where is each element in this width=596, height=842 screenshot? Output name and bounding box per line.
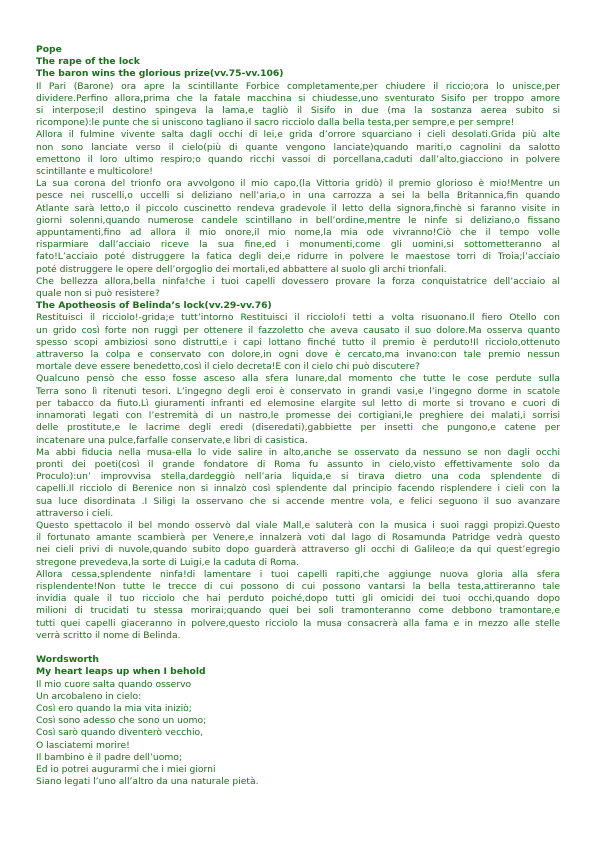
text-line: Qualcuno pensò che esso fosse asceso alla sfera lunare,dal momento che tutte le cose perdute sulla: [36, 373, 560, 385]
text-line: appuntamenti,fino ad allora il mio onore,il mio nome,la mia ode vivranno!Ciò che il tempo volle: [36, 227, 560, 239]
poem-line: Un arcobaleno in cielo:: [36, 690, 142, 702]
section-spacer: [36, 642, 560, 654]
text-line: dividere.Perfino allora,prima che la fatale macchina si chiudesse,uno sventurato Sisifo per troppo amore: [36, 92, 560, 104]
text-line: verrà scritto il nome di Belinda.: [36, 629, 181, 641]
text-line: per tabacco da fiuto.Lì giuramenti infranti ed elemosine elargite sul letto di morte si trovano e cuori di: [36, 397, 560, 409]
poem-title: My heart leaps up when I behold: [36, 666, 206, 678]
text-line: emettono il loro ultimo respiro;o quando ricchi vassoi di porcellana,caduti dall’alto,giacciono in polvere: [36, 153, 560, 165]
text-line: tutti quei capelli giaceranno in polvere,questo ricciolo la musa consacrerà alla fama e in mezzo alle stelle: [36, 617, 560, 629]
author-heading-pope: Pope: [36, 44, 62, 55]
text-line: Che bellezza allora,bella ninfa!che i tuoi capelli dovessero provare la forza conquistatrice dell’acciaio al: [36, 275, 560, 287]
text-line: stregone prevedeva,la sorte di Luigi,e la caduta di Roma.: [36, 556, 300, 568]
text-line: risplendente!Non tutte le trecce di cui possono di cui possono vantarsi la bella testa,attireranno tale: [36, 580, 560, 592]
text-line: Allora cessa,splendente ninfa!di lamentare i tuoi capelli rapiti,che aggiunge nuova gloria alla sfera: [36, 568, 560, 580]
text-line: un grido così forte non ruggì per ottenere il fazzoletto che aveva causato il suo dolore.Ma osserva quanto: [36, 324, 560, 336]
text-line: spesso scopi ambiziosi sono distrutti,e i capi lottano finché tutto il premio è perduto!Il ricciolo,ottenuto: [36, 336, 560, 348]
text-line: poté distruggere le opere dell’orgoglio dei mortali,ed abbattere al suolo gli archi trionfali.: [36, 263, 447, 275]
text-line: Allora il fulmine vivente salta dagli occhi di lei,e grida d’orrore squarciano i cieli desolati.Grida più alte: [36, 129, 560, 141]
text-line: mortale deve essere benedetto,così il cielo decreta!E con il cielo chi può discutere?: [36, 361, 420, 373]
text-line: pesce nei ruscelli,o uccelli si deliziano nell’aria,o in una carrozza a sei la bella Britannica,fin quando: [36, 190, 560, 202]
text-line: incatenare una pulce,farfalle conservate,e libri di casistica.: [36, 434, 308, 446]
text-line: innamorati legati con l’estremità di un nastro,le promesse dei cortigiani,le preghiere dei malati,i sorrisi: [36, 410, 560, 422]
section-title-baron: The baron wins the glorious prize(vv.75-vv.106): [36, 68, 284, 80]
text-line: attraverso la colpa e conservato con dolore,in ogni dove è cercato,ma invano:con tale premio nessun: [36, 349, 560, 361]
poem-line: Il mio cuore salta quando osservo: [36, 678, 192, 690]
section-text-apotheosis: [36, 312, 560, 641]
text-line: Proculo):un’ improvvisa stella,dardeggiò nell’aria liquida,e si tirava dietro una coda splendente di: [36, 471, 560, 483]
text-line: nei cieli privi di nuvole,quando subito dopo guarderà attraverso gli occhi di Galileo;e da qui quest’egregio: [36, 544, 560, 556]
text-line: Atlante sarà letto,o il piccolo cuscinetto rendeva gradevole il letto della signora,finchè si faranno visite in: [36, 202, 560, 214]
text-line: Il Pari (Barone) ora apre la scintillante Forbice completamente,per chiudere il riccio;ora lo unisce,per: [36, 80, 560, 92]
poem-line: Così sarò quando diventerò vecchio,: [36, 727, 204, 739]
section-text-baron: [36, 81, 560, 301]
text-line: ricompone):le punte che si uniscono tagliano il sacro ricciolo dalla bella testa,per sempre,e per sempre!: [36, 117, 515, 129]
text-line: giorni solenni,quando numerose candele scintillano in bell’ordine,mentre le ninfe si deliziano,o fissano: [36, 214, 560, 226]
text-line: capelli.Il ricciolo di Berenice non si innalzò così splendente dal principio facendo risplendere i cieli con la: [36, 483, 560, 495]
section-title-apotheosis: The Apotheosis of Belinda’s lock(vv.29-vv.76): [36, 300, 272, 312]
text-line: Terra sono lì ritenuti tesori. L’ingegno degli eroi è conservato in grandi vasi,e l’ingegno dorme in scatole: [36, 385, 560, 397]
poem-line: Ed io potrei augurarmi che i miei giorni: [36, 763, 216, 775]
poem-line: Il bambino è il padre dell’uomo;: [36, 751, 183, 763]
poem-line: Siano legati l’uno all’altro da una naturale pietà.: [36, 776, 259, 788]
text-line: scintillante e multicolore!: [36, 166, 153, 178]
text-line: delle prostitute,e le lacrime degli eredi (diseredati),gabbiette per insetti che pungono,e catene per: [36, 422, 560, 434]
work-title: The rape of the lock: [36, 56, 140, 68]
text-line: quale non si può resistere?: [36, 288, 160, 300]
text-line: Questo spettacolo il bel mondo osservò dal viale Mall,e saluterà con la musica i suoi raggi propizi.Questo: [36, 519, 560, 531]
text-line: Ma abbi fiducia nella musa-ella lo vide salire in alto,anche se osservato da nessuno se non dagli occhi: [36, 446, 560, 458]
author-heading-wordsworth: Wordsworth: [36, 654, 99, 666]
text-line: si interpose;il destino spingeva la lama,e tagliò il Sisifo in due (ma la sostanza aerea subito si: [36, 105, 560, 117]
text-line: milioni di trucidati tu stessa morirai;quando quei bei soli tramonteranno come debbono tramontare,e: [36, 605, 560, 617]
text-line: fato!L’acciaio poté distruggere la fatica degli dei,e ridurre in polvere le maestose torri di Troia;l’acciaio: [36, 251, 560, 263]
text-line: invidia quale il tuo ricciolo che hai perduto poiché,dopo tutti gli omicidi dei tuoi occhi,quando dopo: [36, 593, 560, 605]
text-line: non sono lanciate verso il cielo(più di quante vengono lanciate)quando mariti,o cagnolini da salotto: [36, 141, 560, 153]
text-line: sua luce disordinata .I Siligi la osservano che si accende mentre vola, e felici seguono il suo avanzare: [36, 495, 560, 507]
poem-line: O lasciatemi morire!: [36, 739, 130, 751]
poem-text: [36, 679, 560, 789]
text-line: La sua corona del trionfo ora avvolgono il mio capo,(la Vittoria gridò) il premio glorioso è mio!Mentre un: [36, 178, 560, 190]
poem-line: Così sono adesso che sono un uomo;: [36, 715, 207, 727]
text-line: il fortunato amante scambierà per Venere,e innalzerà voti dal lago di Rosamunda Patridge vedrà questo: [36, 532, 560, 544]
text-line: risparmiare dall’acciaio riceve la sua fine,ed i monumenti,come gli uomini,si sottometteranno al: [36, 239, 560, 251]
text-line: attraverso i cieli.: [36, 507, 114, 519]
text-line: pronti dei poeti(così il grande fondatore di Roma fu assunto in cielo,visto effettivamente solo da: [36, 458, 560, 470]
text-line: Restituisci il ricciolo!-grida;e tutt’intorno Restituisci il ricciolo!i tetti a volta risuonano.Il fiero Otello con: [36, 312, 560, 324]
poem-line: Così ero quando la mia vita iniziò;: [36, 702, 192, 714]
